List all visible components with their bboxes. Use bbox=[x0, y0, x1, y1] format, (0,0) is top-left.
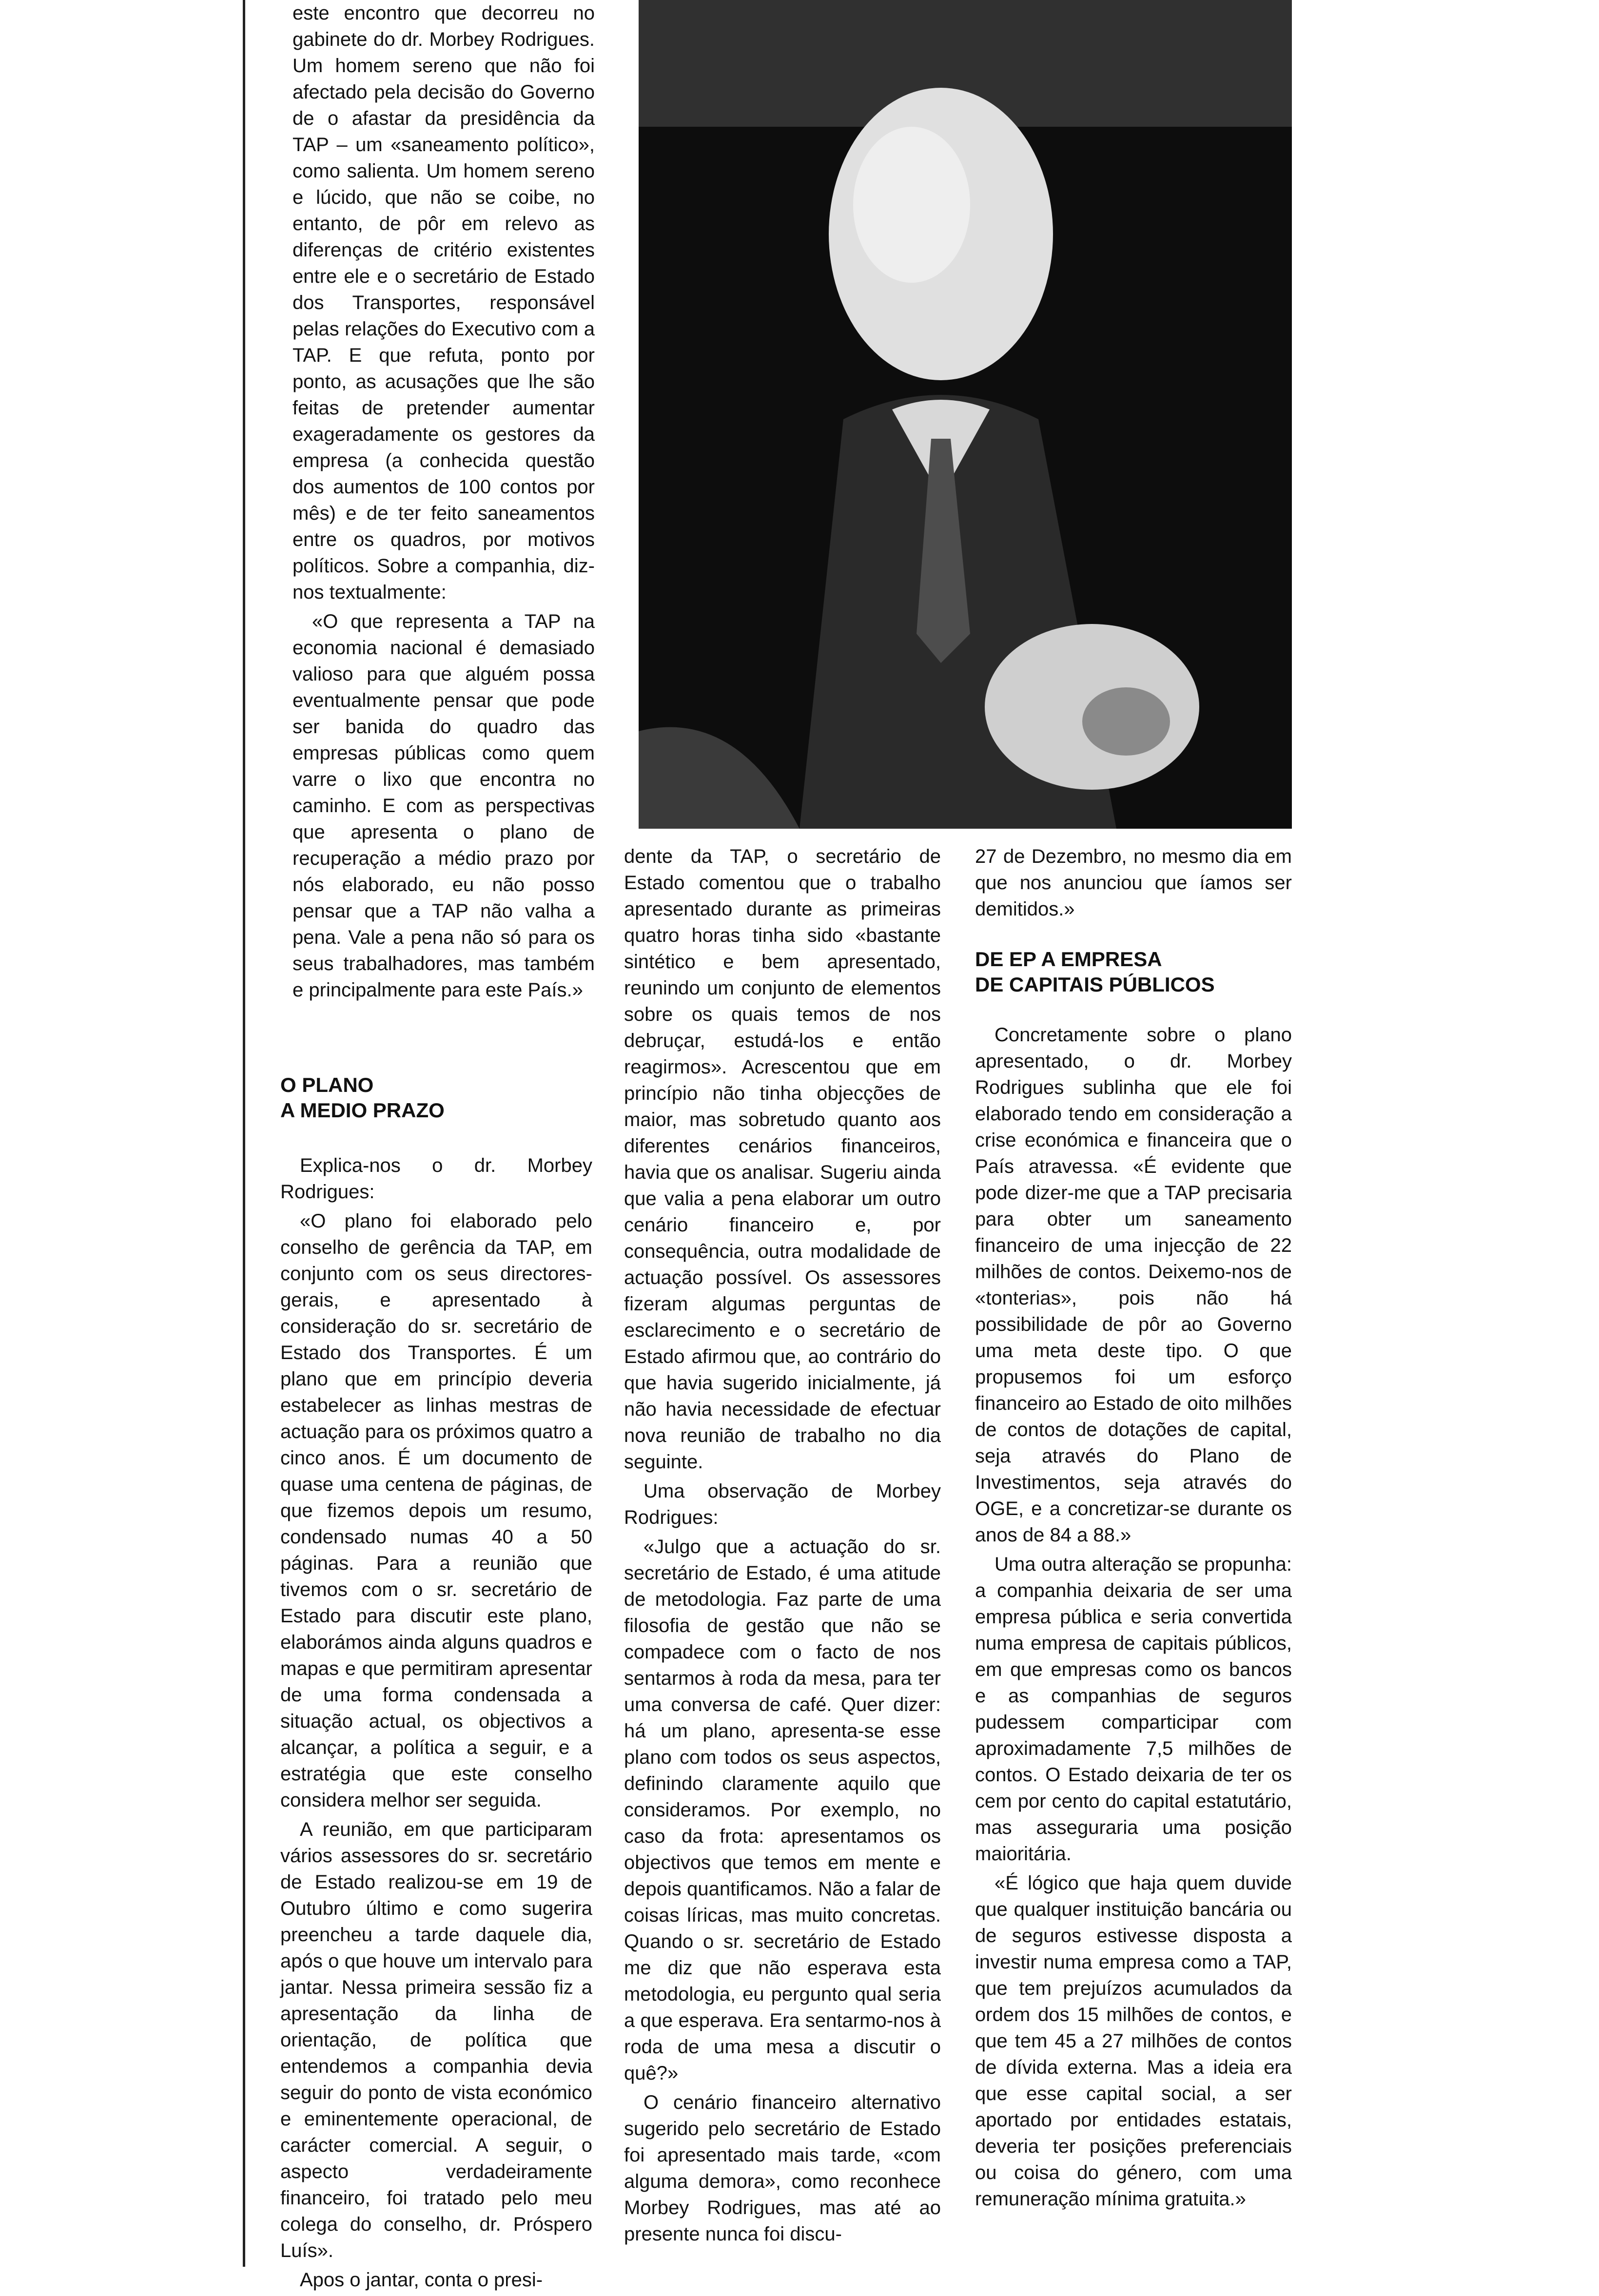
column-rule bbox=[243, 0, 245, 2267]
subheading-line: O PLANO bbox=[280, 1073, 374, 1096]
paragraph: Explica-nos o dr. Morbey Rodrigues: bbox=[280, 1155, 592, 1203]
paragraph: Concretamente sobre o plano apresentado, o dr. Morbey Rodrigues sublinha que ele foi elaborado tendo em consideração a crise económica e financeira que o País atravessa. «É evidente que pode dizer-me que a TAP precisaria para obter um saneamento financeiro de uma injecção de 22 milhões de contos. Deixemo-nos de «tonterias», pois não há possibilidade de pôr ao Governo uma meta deste tipo. O que propusemos foi um esforço financeiro ao Estado de oito milhões de contos de dotações de capital, seja através do Plano de Investimentos, seja através do OGE, e a concretizar-se durante os anos de 84 a 88.» bbox=[975, 1024, 1292, 1546]
paragraph: «O que representa a TAP na economia nacional é demasiado valioso para que alguém possa eventualmente pensar que pode ser banida do quadro das empresas públicas como quem varre o lixo que encontra no caminho. E com as perspectivas que apresenta o plano de recuperação a médio prazo por nós elaborado, eu não posso pensar que a TAP não valha a pena. Vale a pena não só para os seus trabalhadores, mas também e principalmente para este País.» bbox=[292, 611, 595, 1001]
portrait-photo bbox=[639, 0, 1292, 829]
paragraph: O cenário financeiro alternativo sugerido pelo secretário de Estado foi apresentado mais tarde, «com alguma demora», como reconhece Morbey Rodrigues, mas até ao presente nunca foi discu- bbox=[624, 2092, 941, 2245]
subheading-line: DE CAPITAIS PÚBLICOS bbox=[975, 973, 1215, 996]
paragraph: «O plano foi elaborado pelo conselho de gerência da TAP, em conjunto com os seus directores-gerais, e apresentado à consideração do sr. secretário de Estado dos Transportes. É um plano que em princípio deveria estabelecer as linhas mestras de actuação para os próximos quatro a cinco anos. É um documento de quase uma centena de páginas, de que fizemos depois um resumo, condensado numas 40 a 50 páginas. Para a reunião que tivemos com o sr. secretário de Estado para discutir este plano, elaborámos ainda alguns quadros e mapas e que permitiram apresentar de uma forma condensada a situação actual, os objectivos a alcançar, a política a seguir, e a estratégia que este conselho considera melhor ser seguida. bbox=[280, 1210, 592, 1811]
portrait-image bbox=[639, 0, 1292, 829]
subheading-plano bbox=[280, 1072, 592, 1123]
paragraph: A reunião, em que participaram vários assessores do sr. secretário de Estado realizou-se em 19 de Outubro último e como sugerira preencheu a tarde daquele dia, após o que houve um intervalo para jantar. Nessa primeira sessão fiz a apresentação da linha de orientação, de política que entendemos a companhia devia seguir do ponto de vista económico e eminentemente operacional, de carácter comercial. A seguir, o aspecto verdadeiramente financeiro, foi tratado pelo meu colega do conselho, dr. Próspero Luís». bbox=[280, 1819, 592, 2261]
paragraph: «É lógico que haja quem duvide que qualquer instituição bancária ou de seguros estivesse disposta a investir numa empresa como a TAP, que tem prejuízos acumulados da ordem dos 15 milhões de contos, e que tem 45 a 27 milhões de contos de dívida externa. Mas a ideia era que esse capital social, a ser aportado por entidades estatais, deveria ter posições preferenciais ou coisa do género, com uma remuneração mínima gratuita.» bbox=[975, 1872, 1292, 2210]
subheading-line: DE EP A EMPRESA bbox=[975, 948, 1162, 971]
paragraph: Uma outra alteração se propunha: a companhia deixaria de ser uma empresa pública e seria convertida numa empresa de capitais públicos, em que empresas como os bancos e as companhias de seguros pudessem comparticipar com aproximadamente 7,5 milhões de contos. O Estado deixaria de ter os cem por cento do capital estatutário, mas asseguraria uma posição maioritária. bbox=[975, 1554, 1292, 1865]
subheading-capitais bbox=[975, 947, 1292, 997]
paragraph: dente da TAP, o secretário de Estado comentou que o trabalho apresentado durante as primeiras quatro horas tinha sido «bastante sintético e bem apresentado, reunindo um conjunto de elementos sobre os quais temos de nos debruçar, estudá-los e então reagirmos». Acrescentou que em princípio não tinha objecções de maior, mas sobretudo quanto aos diferentes cenários financeiros, havia que os analisar. Sugeriu ainda que valia a pena elaborar um outro cenário financeiro e, por consequência, outra modalidade de actuação possível. Os assessores fizeram algumas perguntas de esclarecimento e o secretário de Estado afirmou que, ao contrário do que havia sugerido inicialmente, já não havia necessidade de efectuar nova reunião de trabalho no dia seguinte. bbox=[624, 846, 941, 1473]
paragraph: «Julgo que a actuação do sr. secretário de Estado, é uma atitude de metodologia. Faz parte de uma filosofia de gestão que não se compadece com o facto de nos sentarmos à roda da mesa, para ter uma conversa de café. Quer dizer: há um plano, apresenta-se esse plano com todos os seus aspectos, definindo claramente aquilo que consideramos. Por exemplo, no caso da frota: apresentamos os objectivos que temos em mente e depois quantificamos. Não a falar de coisas líricas, mas muito concretas. Quando o sr. secretário de Estado me diz que não esperava esta metodologia, eu pergunto qual seria a que esperava. Era sentarmo-nos à roda de uma mesa a discutir o quê?» bbox=[624, 1536, 941, 2084]
column-2 bbox=[624, 843, 941, 2250]
column-1-bottom bbox=[280, 1038, 592, 2296]
paragraph: Uma observação de Morbey Rodrigues: bbox=[624, 1480, 941, 1528]
column-1-top bbox=[292, 0, 595, 1006]
paragraph: Apos o jantar, conta o presi- bbox=[300, 2269, 543, 2291]
subheading-line: A MEDIO PRAZO bbox=[280, 1099, 445, 1122]
paragraph: este encontro que decorreu no gabinete do dr. Morbey Rodrigues. Um homem sereno que não foi afectado pela decisão do Governo de o afastar da presidência da TAP – um «saneamento político», como salienta. Um homem sereno e lúcido, que não se coibe, no entanto, de pôr em relevo as diferenças de critério existentes entre ele e o secretário de Estado dos Transportes, responsável pelas relações do Executivo com a TAP. E que refuta, ponto por ponto, as acusações que lhe são feitas de pretender aumentar exageradamente os gestores da empresa (a conhecida questão dos aumentos de 100 contos por mês) e de ter feito saneamentos entre os quadros, por motivos políticos. Sobre a companhia, diz-nos textualmente: bbox=[292, 2, 595, 603]
column-3 bbox=[975, 843, 1292, 2215]
paragraph: 27 de Dezembro, no mesmo dia em que nos anunciou que íamos ser demitidos.» bbox=[975, 846, 1292, 920]
